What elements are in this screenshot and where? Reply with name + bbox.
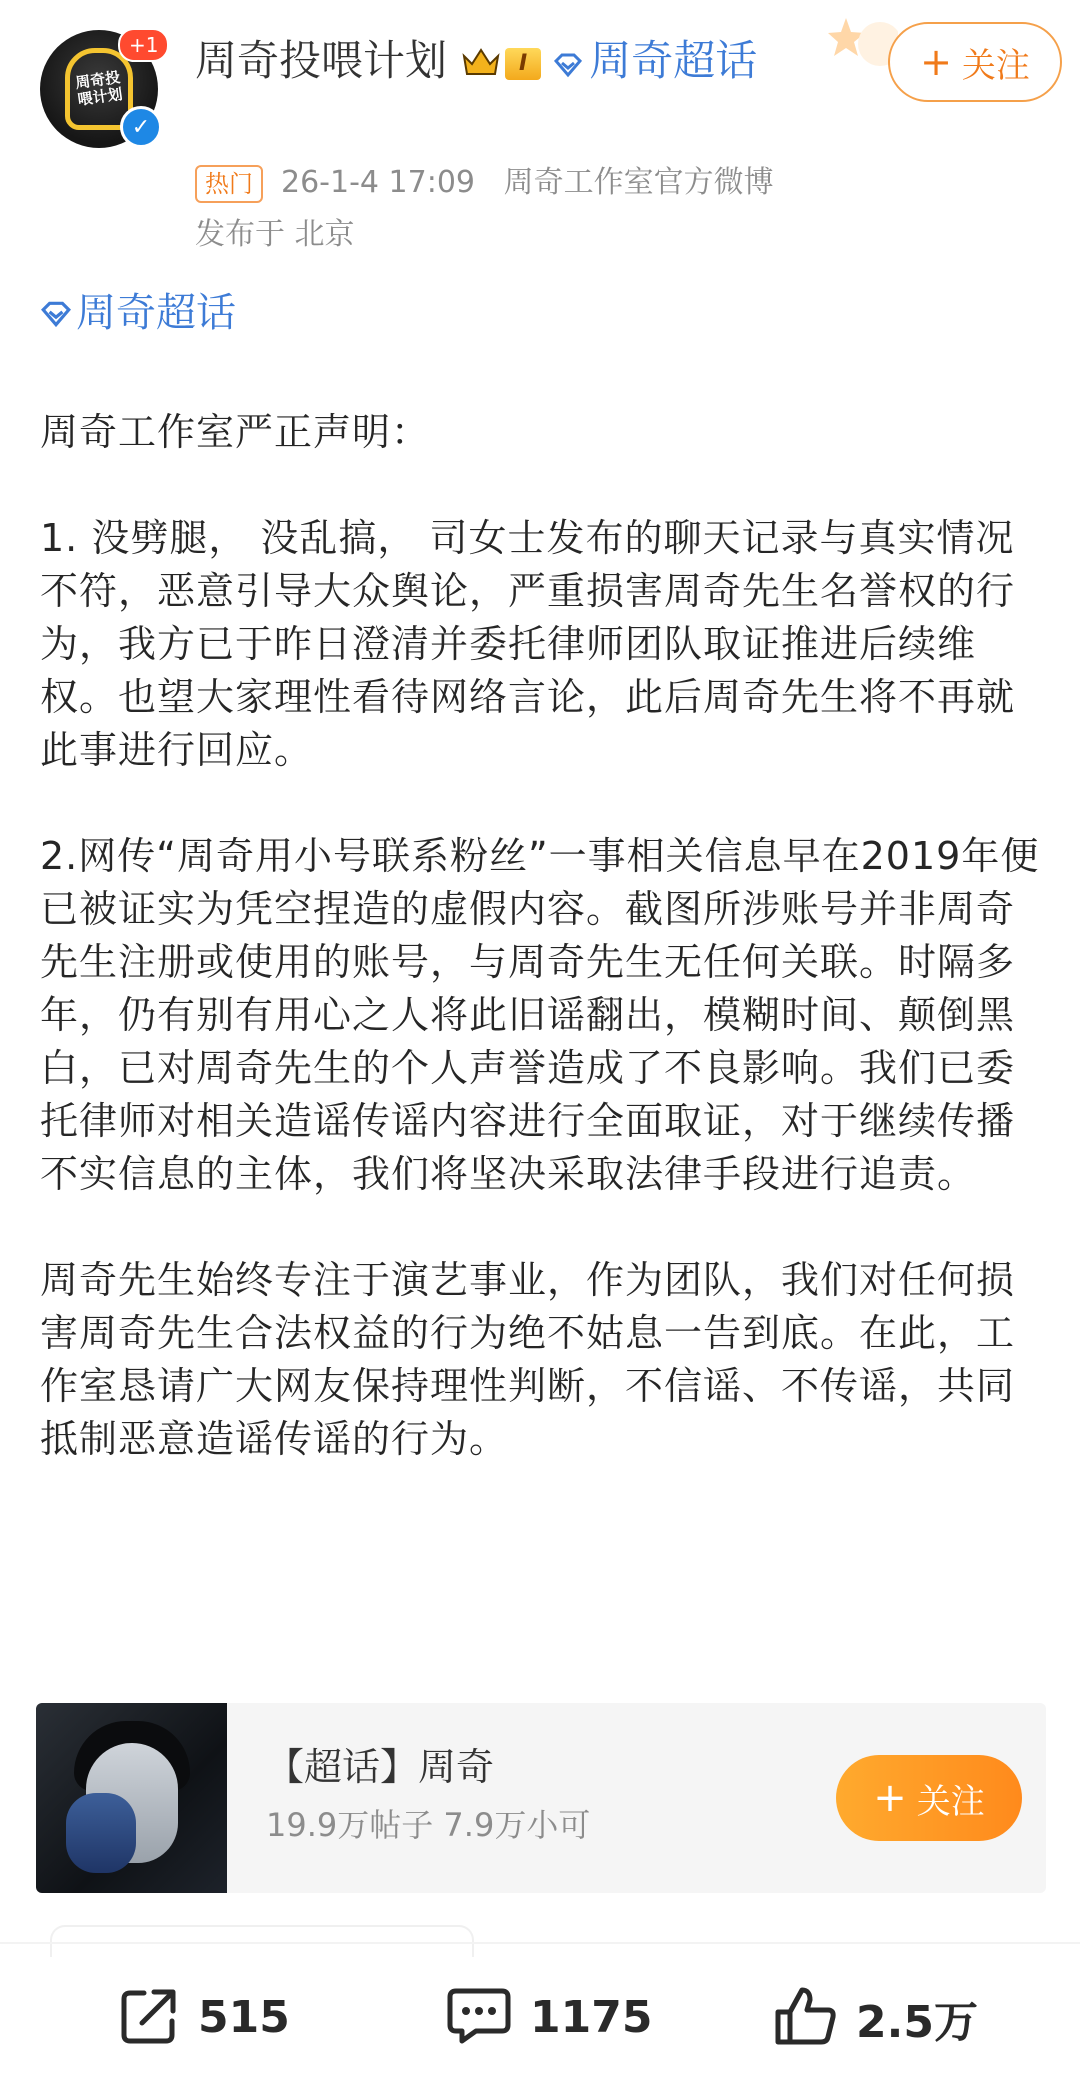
follow-button[interactable] [888,22,1062,102]
post-paragraph: 1. 没劈腿， 没乱搞， 司女士发布的聊天记录与真实情况不符，恶意引导大众舆论，严重损害周奇先生名誉权的行为，我方已于昨日澄清并委托律师团队取证推进后续维权。也望大家理性看待网络言论，此后周奇先生将不再就此事进行回应。 [40,516,1016,772]
post-body [40,406,1050,1519]
supertopic-link-label: 周奇超话 [589,36,758,85]
supertopic-card-title: 【超话】周奇 [266,1745,495,1789]
author-line [195,30,805,95]
plus-icon: + [920,40,952,84]
action-bar [0,1950,1080,2085]
crown-icon [461,33,501,95]
comment-icon [446,1985,512,2051]
like-button[interactable] [774,1950,978,2085]
post-source[interactable]: 周奇工作室官方微博 [503,165,774,200]
topic-link[interactable] [40,285,236,343]
post-location: 发布于 北京 [195,217,355,252]
timestamp: 26-1-4 17:09 [281,165,475,200]
supertopic-cover-image [36,1703,227,1893]
topic-link-label: 周奇超话 [76,290,236,336]
supertopic-link[interactable] [553,36,757,85]
supertopic-card[interactable] [36,1703,1046,1893]
plus-icon: + [873,1775,907,1821]
post-paragraph: 周奇先生始终专注于演艺事业，作为团队，我们对任何损害周奇先生合法权益的行为绝不姑息一告到底。在此，工作室恳请广大网友保持理性判断，不信谣、不传谣，共同抵制恶意造谣传谣的行为。 [40,1258,1016,1461]
supertopic-follow-button[interactable] [836,1755,1022,1841]
rank-badge: I [505,48,541,80]
like-count: 2.5万 [856,1996,978,2048]
comment-count: 1175 [530,1992,653,2043]
cover-glove [66,1793,136,1873]
diamond-icon [553,33,583,95]
star-decoration-icon [828,14,898,78]
comment-button[interactable] [446,1950,652,2085]
supertopic-card-stats: 19.9万帖子 7.9万小可 [266,1806,591,1844]
new-badge: +1 [118,28,169,62]
post-paragraph: 周奇工作室严正声明： [40,410,431,454]
follow-button-label: 关注 [961,45,1030,86]
hot-tag: 热门 [195,165,263,203]
verified-icon: ✓ [120,106,162,148]
post-meta [195,160,774,206]
divider [0,1942,1080,1944]
share-count: 515 [198,1992,290,2043]
share-button[interactable] [118,1950,290,2085]
diamond-icon [40,287,72,343]
thumbs-up-icon [774,1984,838,2052]
avatar-text: 周奇投喂计划 [74,68,124,109]
supertopic-follow-label: 关注 [916,1781,985,1822]
share-icon [118,1985,180,2051]
author-name[interactable]: 周奇投喂计划 [195,36,448,85]
post-paragraph: 2.网传“周奇用小号联系粉丝”一事相关信息早在2019年便已被证实为凭空捏造的虚假内容。截图所涉账号并非周奇先生注册或使用的账号，与周奇先生无任何关联。时隔多年，仍有别有用心之人将此旧谣翻出，模糊时间、颠倒黑白，已对周奇先生的个人声誉造成了不良影响。我们已委托律师对相关造谣传谣内容进行全面取证，对于继续传播不实信息的主体，我们将坚决采取法律手段进行追责。 [40,834,1040,1196]
post-header [0,0,1080,250]
